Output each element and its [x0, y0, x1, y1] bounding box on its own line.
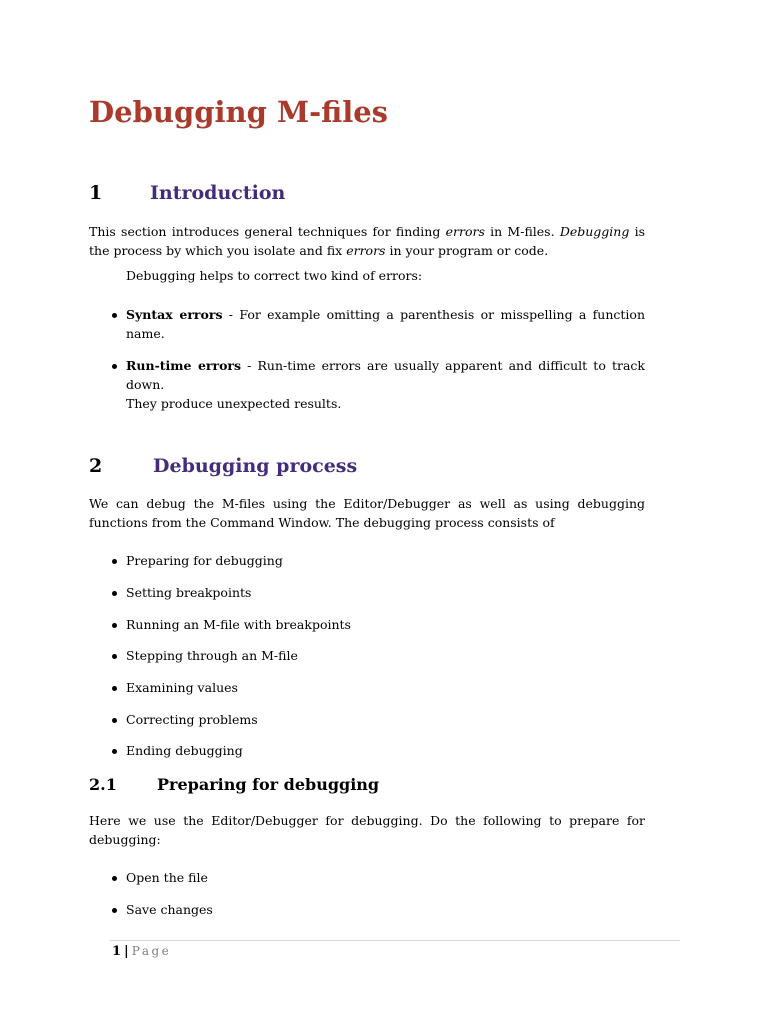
bullet-icon	[110, 305, 118, 324]
page-number: 1	[112, 944, 122, 959]
error-description: - For example omitting a parenthesis or misspelling a function name.	[126, 307, 645, 341]
intro-text-run: in M-files.	[484, 224, 560, 239]
list-item-syntax-errors	[126, 305, 645, 343]
section-title: Debugging process	[153, 455, 358, 477]
list-item-runtime-errors	[126, 356, 645, 394]
intro-text-run: This section introduces general techniques for finding	[89, 224, 446, 239]
list-item: Setting breakpoints	[126, 585, 252, 600]
errors-intro-text: Debugging helps to correct two kind of errors:	[126, 268, 423, 283]
error-description: - Run-time errors are usually apparent and difficult to track down.	[126, 358, 646, 392]
error-extra-text: They produce unexpected results.	[126, 396, 342, 411]
emphasized-term: errors	[445, 224, 485, 239]
bullet-icon	[110, 710, 118, 729]
subsection-heading-preparing	[89, 774, 380, 796]
bullet-icon	[110, 583, 118, 602]
section-number: 1	[89, 182, 103, 204]
preparing-paragraph: Here we use the Editor/Debugger for debugging. Do the following to prepare for debugging:	[89, 813, 645, 847]
subsection-title: Preparing for debugging	[157, 775, 380, 794]
emphasized-term: Debugging	[559, 224, 630, 239]
list-item: Correcting problems	[126, 712, 258, 727]
bullet-icon	[110, 868, 118, 887]
error-term: Run-time errors	[126, 358, 242, 373]
error-term: Syntax errors	[126, 307, 223, 322]
section-heading-introduction	[89, 180, 286, 206]
bullet-icon	[110, 615, 118, 634]
list-item: Ending debugging	[126, 743, 243, 758]
list-item: Preparing for debugging	[126, 553, 283, 568]
bullet-icon	[110, 551, 118, 570]
emphasized-term: errors	[346, 243, 386, 258]
list-item: Save changes	[126, 902, 213, 917]
bullet-icon	[110, 741, 118, 760]
list-item: Examining values	[126, 680, 238, 695]
bullet-icon	[110, 678, 118, 697]
list-item: Open the file	[126, 870, 208, 885]
footer-divider	[110, 940, 680, 941]
bullet-icon	[110, 900, 118, 919]
intro-text-run: in your program or code.	[385, 243, 549, 258]
intro-text-run: is the process by which you isolate and fix	[89, 224, 646, 258]
list-item: Stepping through an M-file	[126, 648, 298, 663]
page-title: Debugging M-files	[89, 95, 389, 129]
bullet-icon	[110, 646, 118, 665]
section-title: Introduction	[150, 182, 286, 204]
section-heading-debugging-process	[89, 453, 358, 479]
intro-paragraph	[89, 222, 645, 260]
process-paragraph: We can debug the M-files using the Editor/Debugger as well as using debugging functions from the Command Window. The debugging process consists of	[89, 496, 645, 530]
subsection-number: 2.1	[89, 775, 117, 794]
page-footer	[112, 942, 171, 961]
list-item: Running an M-file with breakpoints	[126, 617, 351, 632]
footer-separator: |	[124, 944, 129, 959]
page-label: Page	[131, 944, 172, 958]
bullet-icon	[110, 356, 118, 375]
section-number: 2	[89, 455, 103, 477]
